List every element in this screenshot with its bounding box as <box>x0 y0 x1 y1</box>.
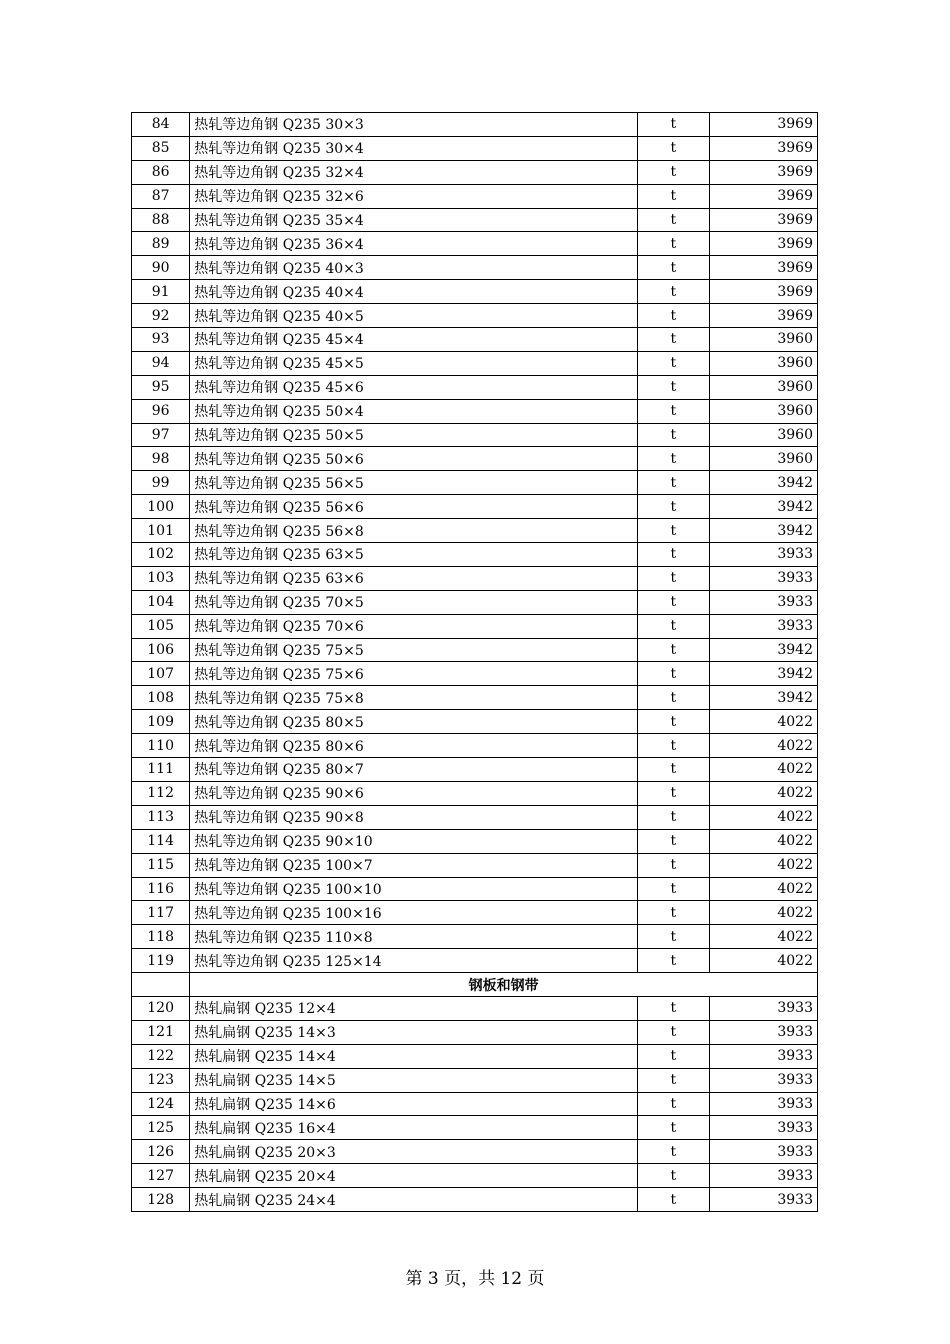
item-name: 热轧等边角钢 Q235 50×6 <box>190 447 638 471</box>
item-unit: t <box>638 1164 709 1188</box>
item-unit: t <box>638 136 709 160</box>
item-number: 116 <box>132 877 190 901</box>
item-price: 3933 <box>709 543 818 567</box>
item-unit: t <box>638 638 709 662</box>
item-price: 3933 <box>709 1092 818 1116</box>
item-price: 3969 <box>709 136 818 160</box>
item-price: 4022 <box>709 781 818 805</box>
table-row <box>132 423 818 447</box>
item-price: 3960 <box>709 375 818 399</box>
item-number: 87 <box>132 184 190 208</box>
item-unit: t <box>638 232 709 256</box>
item-name: 热轧等边角钢 Q235 32×6 <box>190 184 638 208</box>
table-row <box>132 447 818 471</box>
item-name: 热轧等边角钢 Q235 80×7 <box>190 758 638 782</box>
item-name: 热轧等边角钢 Q235 100×7 <box>190 853 638 877</box>
item-unit: t <box>638 758 709 782</box>
item-name: 热轧等边角钢 Q235 32×4 <box>190 160 638 184</box>
table-row <box>132 805 818 829</box>
table-row <box>132 925 818 949</box>
item-number: 115 <box>132 853 190 877</box>
item-name: 热轧等边角钢 Q235 45×4 <box>190 328 638 352</box>
item-price: 4022 <box>709 853 818 877</box>
table-row <box>132 996 818 1020</box>
item-unit: t <box>638 351 709 375</box>
item-number: 122 <box>132 1044 190 1068</box>
table-row <box>132 781 818 805</box>
item-number: 121 <box>132 1020 190 1044</box>
item-price: 4022 <box>709 805 818 829</box>
item-unit: t <box>638 662 709 686</box>
item-name: 热轧等边角钢 Q235 75×6 <box>190 662 638 686</box>
item-number: 103 <box>132 566 190 590</box>
item-name: 热轧等边角钢 Q235 50×5 <box>190 423 638 447</box>
item-price: 3942 <box>709 471 818 495</box>
item-price: 3969 <box>709 280 818 304</box>
item-price: 3933 <box>709 996 818 1020</box>
item-number: 90 <box>132 256 190 280</box>
item-price: 3942 <box>709 686 818 710</box>
item-unit: t <box>638 423 709 447</box>
table-row <box>132 590 818 614</box>
item-unit: t <box>638 1140 709 1164</box>
item-number: 114 <box>132 829 190 853</box>
table-row <box>132 1068 818 1092</box>
item-unit: t <box>638 949 709 973</box>
section-empty-cell <box>132 973 190 997</box>
item-price: 3969 <box>709 160 818 184</box>
item-name: 热轧等边角钢 Q235 36×4 <box>190 232 638 256</box>
item-unit: t <box>638 471 709 495</box>
table-row <box>132 614 818 638</box>
table-row <box>132 375 818 399</box>
item-unit: t <box>638 925 709 949</box>
item-number: 95 <box>132 375 190 399</box>
item-unit: t <box>638 829 709 853</box>
item-unit: t <box>638 901 709 925</box>
item-name: 热轧等边角钢 Q235 70×6 <box>190 614 638 638</box>
table-row <box>132 1044 818 1068</box>
table-row <box>132 949 818 973</box>
item-unit: t <box>638 160 709 184</box>
table-row <box>132 136 818 160</box>
item-name: 热轧等边角钢 Q235 30×4 <box>190 136 638 160</box>
item-number: 92 <box>132 304 190 328</box>
table-row <box>132 1092 818 1116</box>
item-name: 热轧扁钢 Q235 16×4 <box>190 1116 638 1140</box>
item-name: 热轧扁钢 Q235 14×6 <box>190 1092 638 1116</box>
item-name: 热轧等边角钢 Q235 63×6 <box>190 566 638 590</box>
price-table-body <box>132 113 818 1212</box>
item-price: 3933 <box>709 1140 818 1164</box>
item-name: 热轧等边角钢 Q235 80×5 <box>190 710 638 734</box>
item-price: 3942 <box>709 662 818 686</box>
item-price: 3933 <box>709 614 818 638</box>
item-price: 3960 <box>709 351 818 375</box>
item-unit: t <box>638 805 709 829</box>
table-row <box>132 328 818 352</box>
table-row <box>132 184 818 208</box>
item-price: 3933 <box>709 1044 818 1068</box>
item-price: 3933 <box>709 566 818 590</box>
item-number: 111 <box>132 758 190 782</box>
item-price: 4022 <box>709 901 818 925</box>
item-unit: t <box>638 734 709 758</box>
item-unit: t <box>638 781 709 805</box>
item-number: 89 <box>132 232 190 256</box>
item-number: 126 <box>132 1140 190 1164</box>
item-name: 热轧等边角钢 Q235 45×6 <box>190 375 638 399</box>
item-name: 热轧等边角钢 Q235 90×10 <box>190 829 638 853</box>
item-price: 3969 <box>709 232 818 256</box>
item-unit: t <box>638 399 709 423</box>
item-price: 4022 <box>709 710 818 734</box>
item-number: 91 <box>132 280 190 304</box>
table-row <box>132 543 818 567</box>
item-unit: t <box>638 328 709 352</box>
item-price: 4022 <box>709 877 818 901</box>
item-number: 105 <box>132 614 190 638</box>
item-unit: t <box>638 1116 709 1140</box>
item-name: 热轧等边角钢 Q235 80×6 <box>190 734 638 758</box>
item-name: 热轧等边角钢 Q235 45×5 <box>190 351 638 375</box>
table-row <box>132 519 818 543</box>
item-price: 3942 <box>709 495 818 519</box>
item-name: 热轧等边角钢 Q235 63×5 <box>190 543 638 567</box>
item-name: 热轧扁钢 Q235 14×3 <box>190 1020 638 1044</box>
table-row <box>132 829 818 853</box>
item-number: 86 <box>132 160 190 184</box>
item-unit: t <box>638 1188 709 1212</box>
item-unit: t <box>638 877 709 901</box>
item-name: 热轧扁钢 Q235 20×4 <box>190 1164 638 1188</box>
item-unit: t <box>638 853 709 877</box>
item-number: 107 <box>132 662 190 686</box>
item-name: 热轧等边角钢 Q235 56×8 <box>190 519 638 543</box>
table-row <box>132 566 818 590</box>
item-unit: t <box>638 1092 709 1116</box>
item-unit: t <box>638 495 709 519</box>
item-name: 热轧扁钢 Q235 12×4 <box>190 996 638 1020</box>
item-unit: t <box>638 543 709 567</box>
table-row <box>132 710 818 734</box>
item-unit: t <box>638 208 709 232</box>
item-name: 热轧等边角钢 Q235 110×8 <box>190 925 638 949</box>
table-row <box>132 399 818 423</box>
item-unit: t <box>638 1020 709 1044</box>
item-name: 热轧等边角钢 Q235 50×4 <box>190 399 638 423</box>
item-price: 4022 <box>709 758 818 782</box>
table-row <box>132 351 818 375</box>
item-name: 热轧扁钢 Q235 20×3 <box>190 1140 638 1164</box>
item-unit: t <box>638 1068 709 1092</box>
item-price: 3933 <box>709 1116 818 1140</box>
table-row <box>132 901 818 925</box>
page-footer: 第 3 页，共 12 页 <box>405 1269 545 1289</box>
item-number: 109 <box>132 710 190 734</box>
item-unit: t <box>638 1044 709 1068</box>
item-price: 3969 <box>709 304 818 328</box>
item-number: 101 <box>132 519 190 543</box>
item-price: 3933 <box>709 1164 818 1188</box>
item-unit: t <box>638 686 709 710</box>
item-number: 96 <box>132 399 190 423</box>
item-unit: t <box>638 447 709 471</box>
item-unit: t <box>638 519 709 543</box>
item-name: 热轧等边角钢 Q235 100×16 <box>190 901 638 925</box>
item-price: 4022 <box>709 734 818 758</box>
item-name: 热轧等边角钢 Q235 56×5 <box>190 471 638 495</box>
table-row <box>132 1188 818 1212</box>
item-number: 123 <box>132 1068 190 1092</box>
item-number: 118 <box>132 925 190 949</box>
item-name: 热轧等边角钢 Q235 70×5 <box>190 590 638 614</box>
item-price: 3969 <box>709 256 818 280</box>
section-header-row <box>132 973 818 997</box>
table-row <box>132 495 818 519</box>
item-price: 3969 <box>709 184 818 208</box>
item-unit: t <box>638 280 709 304</box>
item-price: 4022 <box>709 949 818 973</box>
item-number: 97 <box>132 423 190 447</box>
item-price: 3960 <box>709 399 818 423</box>
item-name: 热轧等边角钢 Q235 90×8 <box>190 805 638 829</box>
item-unit: t <box>638 566 709 590</box>
table-row <box>132 113 818 137</box>
item-number: 93 <box>132 328 190 352</box>
item-name: 热轧扁钢 Q235 14×5 <box>190 1068 638 1092</box>
item-number: 94 <box>132 351 190 375</box>
table-row <box>132 1020 818 1044</box>
item-unit: t <box>638 304 709 328</box>
item-unit: t <box>638 590 709 614</box>
table-row <box>132 304 818 328</box>
item-name: 热轧等边角钢 Q235 90×6 <box>190 781 638 805</box>
item-name: 热轧等边角钢 Q235 30×3 <box>190 113 638 137</box>
item-number: 125 <box>132 1116 190 1140</box>
item-price: 3933 <box>709 1068 818 1092</box>
item-number: 127 <box>132 1164 190 1188</box>
item-name: 热轧等边角钢 Q235 75×5 <box>190 638 638 662</box>
table-row <box>132 686 818 710</box>
table-row <box>132 877 818 901</box>
table-row <box>132 1116 818 1140</box>
item-price: 3933 <box>709 1020 818 1044</box>
item-price: 4022 <box>709 925 818 949</box>
item-number: 100 <box>132 495 190 519</box>
item-name: 热轧等边角钢 Q235 40×4 <box>190 280 638 304</box>
item-name: 热轧等边角钢 Q235 35×4 <box>190 208 638 232</box>
item-name: 热轧等边角钢 Q235 56×6 <box>190 495 638 519</box>
item-number: 102 <box>132 543 190 567</box>
item-unit: t <box>638 256 709 280</box>
item-number: 85 <box>132 136 190 160</box>
item-name: 热轧等边角钢 Q235 40×5 <box>190 304 638 328</box>
item-name: 热轧扁钢 Q235 24×4 <box>190 1188 638 1212</box>
item-price: 3960 <box>709 328 818 352</box>
item-price: 3933 <box>709 590 818 614</box>
item-number: 124 <box>132 1092 190 1116</box>
item-name: 热轧等边角钢 Q235 100×10 <box>190 877 638 901</box>
item-price: 4022 <box>709 829 818 853</box>
item-number: 88 <box>132 208 190 232</box>
item-price: 3933 <box>709 1188 818 1212</box>
item-name: 热轧等边角钢 Q235 40×3 <box>190 256 638 280</box>
table-row <box>132 160 818 184</box>
item-price: 3942 <box>709 638 818 662</box>
item-number: 98 <box>132 447 190 471</box>
item-price: 3960 <box>709 447 818 471</box>
item-number: 108 <box>132 686 190 710</box>
table-row <box>132 280 818 304</box>
item-unit: t <box>638 184 709 208</box>
item-number: 104 <box>132 590 190 614</box>
item-unit: t <box>638 710 709 734</box>
table-row <box>132 208 818 232</box>
table-row <box>132 734 818 758</box>
item-name: 热轧扁钢 Q235 14×4 <box>190 1044 638 1068</box>
item-number: 106 <box>132 638 190 662</box>
table-row <box>132 638 818 662</box>
item-number: 110 <box>132 734 190 758</box>
item-number: 120 <box>132 996 190 1020</box>
item-price: 3960 <box>709 423 818 447</box>
item-unit: t <box>638 614 709 638</box>
item-name: 热轧等边角钢 Q235 125×14 <box>190 949 638 973</box>
item-unit: t <box>638 996 709 1020</box>
item-number: 128 <box>132 1188 190 1212</box>
table-row <box>132 758 818 782</box>
section-title: 钢板和钢带 <box>190 973 818 997</box>
table-row <box>132 256 818 280</box>
table-row <box>132 853 818 877</box>
item-name: 热轧等边角钢 Q235 75×8 <box>190 686 638 710</box>
item-price: 3969 <box>709 113 818 137</box>
table-row <box>132 471 818 495</box>
table-row <box>132 1140 818 1164</box>
item-number: 112 <box>132 781 190 805</box>
item-number: 99 <box>132 471 190 495</box>
item-number: 84 <box>132 113 190 137</box>
table-row <box>132 1164 818 1188</box>
item-price: 3969 <box>709 208 818 232</box>
item-unit: t <box>638 113 709 137</box>
item-number: 117 <box>132 901 190 925</box>
item-unit: t <box>638 375 709 399</box>
price-table <box>131 112 818 1212</box>
table-row <box>132 662 818 686</box>
item-price: 3942 <box>709 519 818 543</box>
table-row <box>132 232 818 256</box>
item-number: 119 <box>132 949 190 973</box>
item-number: 113 <box>132 805 190 829</box>
